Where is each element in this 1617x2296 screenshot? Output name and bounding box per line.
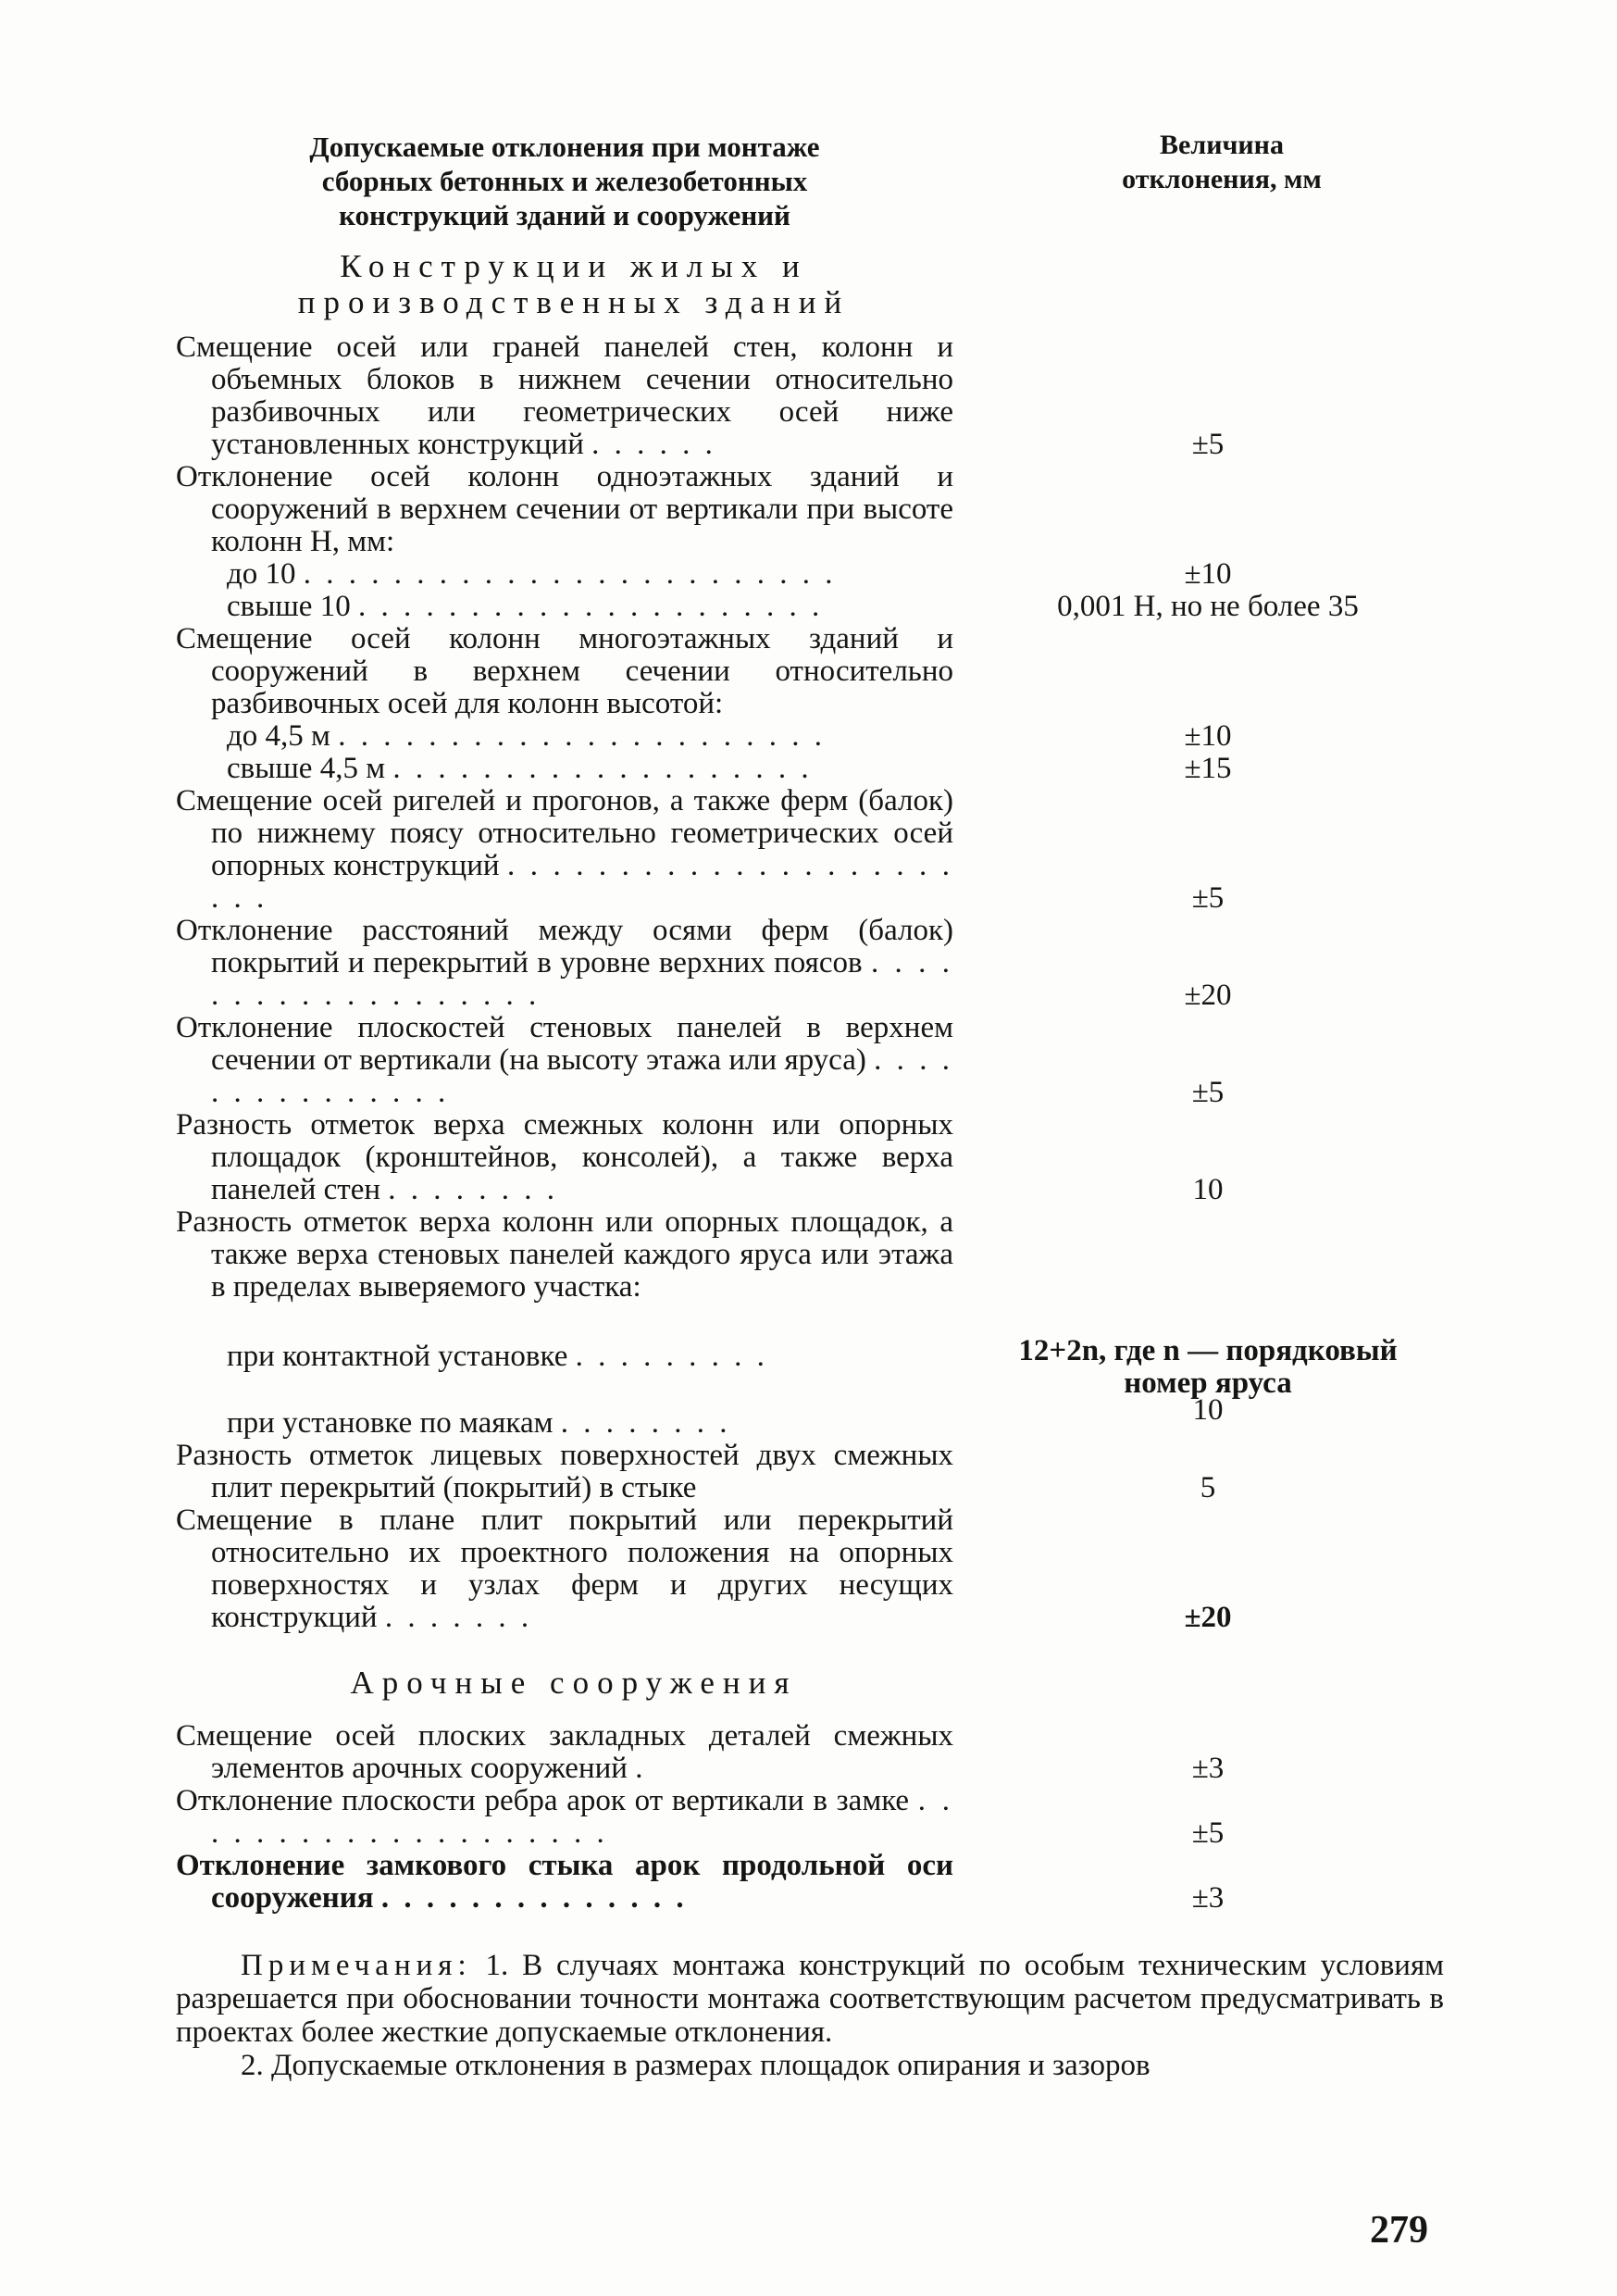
value-header-line: Величина xyxy=(1160,130,1284,160)
row-text: Отклонение плоскости ребра арок от вертикали в замке xyxy=(176,1784,910,1817)
table-row xyxy=(176,1206,1472,1304)
table-title-line: конструкций зданий и сооружений xyxy=(339,199,790,231)
leader-dots: . xyxy=(635,1752,647,1785)
row-text: Разность отметок верха смежных колонн или опорных площадок (кронштейнов, консолей), а также верха панелей стен xyxy=(176,1108,953,1206)
row-text: при контактной установке xyxy=(227,1340,568,1373)
row-text: Разность отметок верха колонн или опорных площадок, а также верха стеновых панелей каждого яруса или этажа в пределах выверяемого участка: xyxy=(176,1205,953,1304)
leader-dots: . . . . . . xyxy=(591,428,716,461)
page-number: 279 xyxy=(1370,2209,1428,2252)
leader-dots: . . . . . . . . . . . . . . . . . . . . . . . xyxy=(211,849,954,915)
section-title-line: Конструкции жилых и xyxy=(340,248,808,284)
table-row xyxy=(176,591,1472,623)
table-row xyxy=(176,753,1472,785)
table-title-line: сборных бетонных и железобетонных xyxy=(321,165,808,197)
row-text: Смещение осей или граней панелей стен, колонн и объемных блоков в нижнем сечении относительно разбивочных или геометрических осей ниже установленных конструкций xyxy=(176,331,953,461)
row-value: 5 xyxy=(1200,1471,1216,1504)
row-text: Отклонение расстояний между осями ферм (балок) покрытий и перекрытий в уровне верхних поясов xyxy=(176,914,953,980)
leader-dots: . . . . . . . . . . . . . . . . . . . xyxy=(211,946,954,1012)
notes-label: Примечания: xyxy=(241,1949,472,1982)
row-value: ±3 xyxy=(1191,1752,1225,1785)
leader-dots: . . . . . . . . . . . . . . . . . . . . . . . . xyxy=(303,557,837,591)
row-value: ±5 xyxy=(1191,881,1225,915)
leader-dots: . . . . . . . . . . . . . . . xyxy=(211,1043,953,1109)
note-2: 2. Допускаемые отклонения в размерах площадок опирания и зазоров xyxy=(241,2049,1151,2082)
row-text: Смещение осей плоских закладных деталей смежных элементов арочных сооружений xyxy=(176,1719,953,1785)
row-text: Смещение в плане плит покрытий или перекрытий относительно их проектного положения на опорных поверхностях и узлах ферм и других несущих конструкций xyxy=(176,1504,953,1634)
row-value: 0,001 H, но не более 35 xyxy=(1057,590,1359,623)
leader-dots: . . . . . . . . . . . . . . xyxy=(380,1881,688,1915)
row-text: Отклонение осей колонн одноэтажных зданий и сооружений в верхнем сечении от вертикали при высоте колонн H, мм: xyxy=(176,460,953,558)
table-row xyxy=(176,1109,1472,1206)
table-title xyxy=(241,130,889,232)
row-value: ±20 xyxy=(1184,979,1232,1012)
row-value: 10 xyxy=(1192,1173,1224,1206)
row-text: Отклонение замкового стыка арок продольной оси сооружения xyxy=(176,1849,953,1915)
section-title-residential xyxy=(176,248,972,320)
row-text: Разность отметок лицевых поверхностей двух смежных плит перекрытий (покрытий) в стыке xyxy=(176,1439,953,1504)
table-row xyxy=(176,915,1472,1012)
row-value: ±5 xyxy=(1191,428,1225,461)
leader-dots: . . . . . . . . xyxy=(560,1406,731,1440)
table-row xyxy=(176,1012,1472,1109)
table-row xyxy=(176,1720,1472,1785)
row-text: свыше 10 xyxy=(227,590,351,623)
row-value: ±5 xyxy=(1191,1076,1225,1109)
table-row xyxy=(176,1440,1472,1504)
leader-dots: . . . . . . . . xyxy=(388,1173,559,1206)
row-value-line: 12+2n, где n — порядковый xyxy=(1018,1334,1398,1367)
leader-dots: . . . . . . . . . . . . . . . . . . . . xyxy=(211,1784,953,1850)
row-value: ±20 xyxy=(1184,1601,1232,1634)
row-text: свыше 4,5 м xyxy=(227,752,386,785)
row-value: ±15 xyxy=(1184,752,1232,785)
table-row xyxy=(176,461,1472,558)
row-text: Отклонение плоскостей стеновых панелей в верхнем сечении от вертикали (на высоту этажа или яруса) xyxy=(176,1011,953,1077)
row-text: до 10 xyxy=(227,557,296,591)
row-value-line: номер яруса xyxy=(1124,1366,1292,1400)
table-row xyxy=(176,1334,1472,1400)
row-text: до 4,5 м xyxy=(227,719,330,753)
table-row xyxy=(176,623,1472,720)
table-row xyxy=(176,1850,1472,1915)
table-row xyxy=(176,720,1472,753)
row-text: Смещение осей ригелей и прогонов, а также ферм (балок) по нижнему поясу относительно геометрических осей опорных конструкций xyxy=(176,784,953,882)
row-text: Смещение осей колонн многоэтажных зданий и сооружений в верхнем сечении относительно разбивочных осей для колонн высотой: xyxy=(176,622,953,720)
table-row xyxy=(176,558,1472,591)
row-value: ±10 xyxy=(1184,719,1232,753)
row-value: ±10 xyxy=(1184,557,1232,591)
section-title-arch: Арочные сооружения xyxy=(350,1665,798,1701)
table-row xyxy=(176,1785,1472,1850)
row-value xyxy=(990,1335,1425,1400)
leader-dots: . . . . . . . xyxy=(384,1601,533,1634)
row-value: ±3 xyxy=(1191,1881,1225,1915)
value-column-header xyxy=(1101,128,1342,196)
section-title-line: производственных зданий xyxy=(297,284,851,320)
table-row xyxy=(176,785,1472,915)
leader-dots: . . . . . . . . . xyxy=(575,1340,768,1373)
leader-dots: . . . . . . . . . . . . . . . . . . . . . xyxy=(357,590,824,623)
notes xyxy=(176,1949,1444,2082)
row-value: ±5 xyxy=(1191,1816,1225,1850)
table-title-line: Допускаемые отклонения при монтаже xyxy=(309,131,820,163)
row-text: при установке по маякам xyxy=(227,1406,554,1440)
note-1: 1. В случаях монтажа конструкций по особым техническим условиям разрешается при обосновании точности монтажа соответствующим расчетом предусматривать в проектах более жесткие допускаемые отклонения. xyxy=(176,1949,1445,2049)
leader-dots: . . . . . . . . . . . . . . . . . . . . . . xyxy=(338,719,826,753)
table-row xyxy=(176,331,1472,461)
table-row xyxy=(176,1504,1472,1634)
row-value: 10 xyxy=(1192,1393,1224,1427)
table-row xyxy=(176,1393,1472,1440)
leader-dots: . . . . . . . . . . . . . . . . . . . xyxy=(392,752,813,785)
value-header-line: отклонения, мм xyxy=(1122,164,1322,194)
